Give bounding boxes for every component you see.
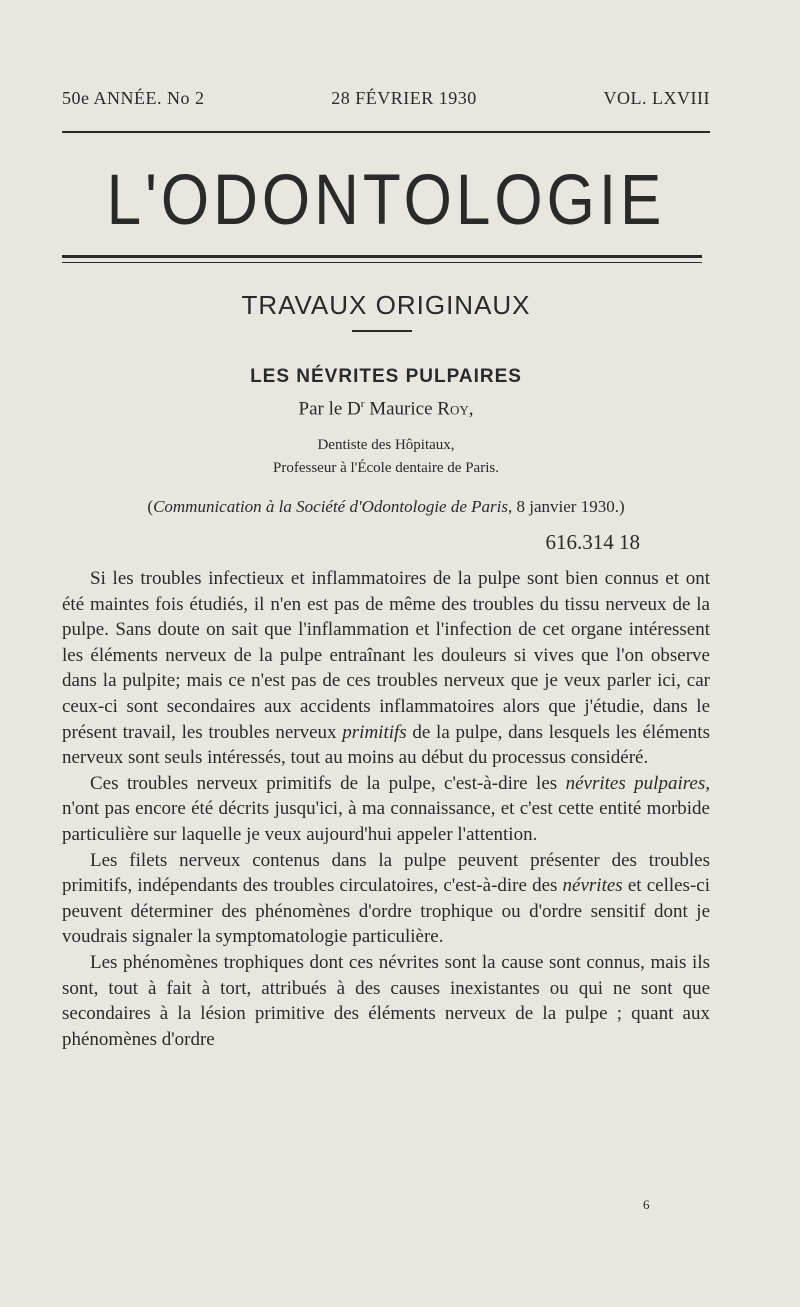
byline — [62, 398, 710, 420]
page-number: 6 — [643, 1197, 650, 1212]
paragraph — [62, 566, 710, 771]
paragraph-emphasis: primitifs — [342, 721, 407, 743]
volume-number: VOL. LXVIII — [603, 88, 710, 108]
paragraph: Les phénomènes trophiques dont ces névrites sont la cause sont connus, mais ils sont, tout à fait à tort, attribués à des causes inexistantes ou qui ne sont que secondaires à la lésion primitive des éléments nerveux de la pulpe ; quant aux phénomènes d'ordre — [62, 951, 710, 1050]
issue-number: 50e ANNÉE. No 2 — [62, 88, 205, 108]
communication-note — [62, 497, 710, 517]
paragraph — [62, 771, 710, 848]
article-title: LES NÉVRITES PULPAIRES — [250, 366, 522, 387]
section-divider — [352, 330, 412, 332]
masthead-rule-thick — [62, 255, 702, 258]
affiliation-line-2: Professeur à l'École dentaire de Paris. — [273, 460, 499, 476]
paragraph-text: Si les troubles infectieux et inflammatoires de la pulpe sont bien connus et ont été maintes fois étudiés, il n'en est pas de même des troubles du tissu nerveux de la pulpe. Sans doute on sait que l'inflammation et l'infection de cet organe intéressent les éléments nerveux de la pulpe entraînant les douleurs si vives que l'on observe dans la pulpite; mais ce n'est pas de ces troubles nerveux que je veux parler ici, car ceux-ci sont secondaires aux accidents inflammatoires alors que j'étudie, dans le présent travail, les troubles nerveux — [62, 568, 710, 743]
communication-open: ( — [147, 497, 154, 516]
paragraph-text: Ces troubles nerveux primitifs de la pulpe, c'est-à-dire les — [90, 772, 566, 794]
communication-date: 8 janvier 1930.) — [512, 497, 625, 516]
paragraph-emphasis: névrites — [562, 875, 623, 897]
author-surname: Roy, — [437, 398, 474, 420]
classification-number: 616.314 18 — [545, 530, 640, 554]
issue-date: 28 FÉVRIER 1930 — [331, 88, 477, 108]
affiliation-line-1: Dentiste des Hôpitaux, — [317, 437, 455, 453]
article-body — [62, 566, 710, 1052]
byline-prefix: Par le D — [298, 398, 361, 420]
paragraph-text: et celles-ci peuvent déterminer des phénomènes d'ordre trophique ou d'ordre sensitif dont je voudrais signaler la symptomatologie particulière. — [62, 875, 710, 948]
issue-header — [62, 88, 710, 109]
paragraph-text: Les filets nerveux contenus dans la pulpe peuvent présenter des troubles primitifs, indépendants des troubles circulatoires, c'est-à-dire des — [62, 849, 710, 897]
paragraph-emphasis: névrites pulpaires, — [565, 772, 710, 794]
masthead-rule-thin — [62, 262, 702, 263]
header-rule — [62, 131, 710, 133]
paragraph-text: n'ont pas encore été décrits jusqu'ici, à ma connaissance, et c'est cette entité morbide particulière sur laquelle je veux aujourd'hui appeler l'attention. — [62, 798, 710, 845]
section-title: TRAVAUX ORIGINAUX — [241, 290, 531, 320]
byline-superscript: r — [360, 398, 365, 410]
communication-venue: Communication à la Société d'Odontologie de Paris, — [153, 497, 513, 516]
byline-name: Maurice — [364, 398, 438, 420]
paragraph — [62, 848, 710, 950]
journal-title: L'ODONTOLOGIE — [106, 160, 666, 241]
paragraph-text: de la pulpe, dans lesquels les éléments nerveux sont seuls intéressés, tout au moins au début du processus considéré. — [62, 721, 710, 769]
